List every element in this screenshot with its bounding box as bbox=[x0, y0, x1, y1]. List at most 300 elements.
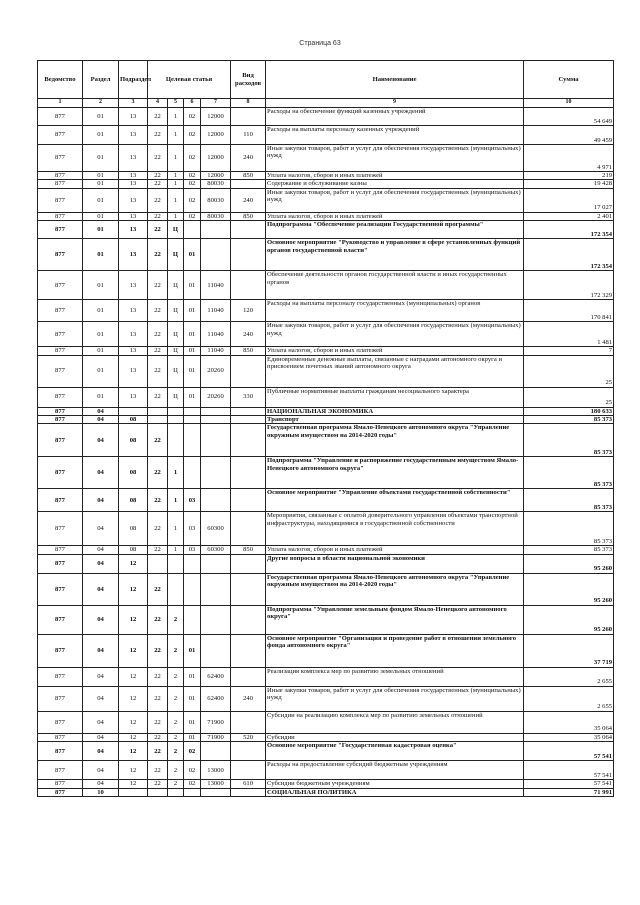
cell-direction bbox=[201, 239, 231, 271]
table-row bbox=[38, 212, 614, 220]
cell-event bbox=[184, 424, 201, 457]
cell-podrazdel: 08 bbox=[119, 512, 148, 546]
cell-razdel: 04 bbox=[83, 573, 119, 605]
cell-subprogram: 2 bbox=[168, 605, 184, 634]
cell-expense-type bbox=[231, 554, 266, 573]
cell-program: 22 bbox=[148, 271, 168, 300]
cell-sum: 219 bbox=[524, 172, 614, 180]
cell-name: Расходы на выплаты персоналу государственных (муниципальных) органов bbox=[266, 300, 524, 322]
cell-name: СОЦИАЛЬНАЯ ПОЛИТИКА bbox=[266, 788, 524, 796]
cell-program bbox=[148, 554, 168, 573]
cell-program: 22 bbox=[148, 489, 168, 512]
cell-razdel: 04 bbox=[83, 711, 119, 733]
cell-name: Иные закупки товаров, работ и услуг для обеспечения государственных (муниципальных) нужд bbox=[266, 322, 524, 347]
cell-expense-type bbox=[231, 711, 266, 733]
cell-program: 22 bbox=[148, 239, 168, 271]
cell-vedomstvo: 877 bbox=[38, 416, 83, 424]
cell-sum: 57 541 bbox=[524, 742, 614, 761]
cell-event: 01 bbox=[184, 239, 201, 271]
table-row bbox=[38, 271, 614, 300]
header-name: Наименование bbox=[266, 61, 524, 99]
cell-subprogram: Ц bbox=[168, 355, 184, 387]
column-number: 3 bbox=[119, 99, 148, 108]
table-row bbox=[38, 788, 614, 796]
cell-name: Уплата налогов, сборов и иных платежей bbox=[266, 347, 524, 355]
cell-vedomstvo: 877 bbox=[38, 271, 83, 300]
cell-program: 22 bbox=[148, 761, 168, 780]
cell-name: Основное мероприятие "Организация и проведение работ в отношении земельного фонда автономного округа" bbox=[266, 634, 524, 667]
cell-name: Государственная программа Ямало-Ненецкого автономного округа "Управление окружным имуществом на 2014-2020 годы" bbox=[266, 424, 524, 457]
cell-razdel: 04 bbox=[83, 554, 119, 573]
cell-event: 01 bbox=[184, 347, 201, 355]
cell-subprogram: 1 bbox=[168, 512, 184, 546]
cell-expense-type bbox=[231, 221, 266, 239]
cell-vedomstvo: 877 bbox=[38, 188, 83, 212]
cell-expense-type bbox=[231, 742, 266, 761]
cell-sum: 170 841 bbox=[524, 300, 614, 322]
cell-sum: 172 354 bbox=[524, 221, 614, 239]
cell-podrazdel: 12 bbox=[119, 780, 148, 788]
cell-expense-type bbox=[231, 108, 266, 126]
header-sum: Сумма bbox=[524, 61, 614, 99]
cell-event: 01 bbox=[184, 686, 201, 711]
cell-subprogram: 1 bbox=[168, 172, 184, 180]
header-podrazdel: Подраздел bbox=[119, 61, 148, 99]
cell-direction: 60300 bbox=[201, 512, 231, 546]
column-number: 7 bbox=[201, 99, 231, 108]
cell-expense-type: 240 bbox=[231, 188, 266, 212]
cell-vedomstvo: 877 bbox=[38, 387, 83, 407]
cell-subprogram: 1 bbox=[168, 126, 184, 145]
cell-name: Единовременные денежные выплаты, связанные с наградами автономного округа и присвоением почетных званий автономного округа bbox=[266, 355, 524, 387]
header-target-article: Целевая статья bbox=[148, 61, 231, 99]
cell-razdel: 01 bbox=[83, 126, 119, 145]
cell-program: 22 bbox=[148, 347, 168, 355]
cell-subprogram: Ц bbox=[168, 322, 184, 347]
cell-razdel: 01 bbox=[83, 188, 119, 212]
cell-vedomstvo: 877 bbox=[38, 221, 83, 239]
cell-sum: 180 633 bbox=[524, 407, 614, 415]
cell-subprogram bbox=[168, 788, 184, 796]
cell-event bbox=[184, 573, 201, 605]
cell-sum: 2 655 bbox=[524, 686, 614, 711]
cell-name: Основное мероприятие "Государственная кадастровая оценка" bbox=[266, 742, 524, 761]
cell-subprogram: 1 bbox=[168, 489, 184, 512]
cell-subprogram: 2 bbox=[168, 733, 184, 741]
cell-subprogram bbox=[168, 573, 184, 605]
cell-podrazdel bbox=[119, 788, 148, 796]
cell-name: Мероприятия, связанные с оплатой доверительного управления объектами транспортной инфраструктуры, находящимися в государственной собственности bbox=[266, 512, 524, 546]
cell-vedomstvo: 877 bbox=[38, 108, 83, 126]
cell-sum: 49 459 bbox=[524, 126, 614, 145]
cell-razdel: 01 bbox=[83, 239, 119, 271]
cell-sum: 95 260 bbox=[524, 573, 614, 605]
cell-program: 22 bbox=[148, 424, 168, 457]
cell-program: 22 bbox=[148, 188, 168, 212]
cell-expense-type bbox=[231, 457, 266, 489]
column-number-row bbox=[38, 99, 614, 108]
cell-program: 22 bbox=[148, 322, 168, 347]
cell-sum: 85 373 bbox=[524, 546, 614, 554]
table-row bbox=[38, 387, 614, 407]
table-row bbox=[38, 761, 614, 780]
cell-event: 01 bbox=[184, 733, 201, 741]
cell-vedomstvo: 877 bbox=[38, 605, 83, 634]
cell-razdel: 01 bbox=[83, 145, 119, 172]
cell-vedomstvo: 877 bbox=[38, 667, 83, 686]
cell-program: 22 bbox=[148, 667, 168, 686]
cell-expense-type bbox=[231, 407, 266, 415]
cell-sum: 57 541 bbox=[524, 761, 614, 780]
cell-sum: 85 373 bbox=[524, 416, 614, 424]
cell-podrazdel: 13 bbox=[119, 188, 148, 212]
cell-program: 22 bbox=[148, 126, 168, 145]
cell-razdel: 04 bbox=[83, 605, 119, 634]
cell-razdel: 04 bbox=[83, 634, 119, 667]
cell-program: 22 bbox=[148, 686, 168, 711]
cell-sum: 95 260 bbox=[524, 605, 614, 634]
cell-vedomstvo: 877 bbox=[38, 634, 83, 667]
cell-sum: 25 bbox=[524, 387, 614, 407]
cell-subprogram: 2 bbox=[168, 761, 184, 780]
cell-direction: 11040 bbox=[201, 300, 231, 322]
cell-program: 22 bbox=[148, 180, 168, 188]
cell-name: Обеспечение деятельности органов государственной власти и иных государственных органов bbox=[266, 271, 524, 300]
cell-name: Субсидии на реализацию комплекса мер по развитию земельных отношений bbox=[266, 711, 524, 733]
cell-event: 02 bbox=[184, 212, 201, 220]
cell-direction: 11040 bbox=[201, 271, 231, 300]
cell-name: Подпрограмма "Обеспечение реализации Государственной программы" bbox=[266, 221, 524, 239]
cell-sum: 17 027 bbox=[524, 188, 614, 212]
cell-podrazdel: 13 bbox=[119, 239, 148, 271]
cell-direction: 12000 bbox=[201, 145, 231, 172]
cell-podrazdel: 13 bbox=[119, 355, 148, 387]
cell-direction: 11040 bbox=[201, 347, 231, 355]
cell-expense-type bbox=[231, 355, 266, 387]
cell-razdel: 01 bbox=[83, 387, 119, 407]
cell-vedomstvo: 877 bbox=[38, 573, 83, 605]
cell-razdel: 04 bbox=[83, 667, 119, 686]
cell-event: 02 bbox=[184, 145, 201, 172]
column-number: 8 bbox=[231, 99, 266, 108]
table-row bbox=[38, 512, 614, 546]
cell-sum: 35 064 bbox=[524, 733, 614, 741]
cell-podrazdel: 12 bbox=[119, 667, 148, 686]
cell-direction: 80030 bbox=[201, 188, 231, 212]
cell-event: 03 bbox=[184, 546, 201, 554]
cell-sum: 54 649 bbox=[524, 108, 614, 126]
cell-podrazdel: 12 bbox=[119, 605, 148, 634]
cell-name: Основное мероприятие "Управление объектами государственной собственности" bbox=[266, 489, 524, 512]
cell-subprogram: 1 bbox=[168, 212, 184, 220]
cell-direction: 80030 bbox=[201, 212, 231, 220]
cell-expense-type: 240 bbox=[231, 322, 266, 347]
cell-event bbox=[184, 457, 201, 489]
cell-expense-type: 110 bbox=[231, 126, 266, 145]
cell-direction bbox=[201, 554, 231, 573]
table-row bbox=[38, 424, 614, 457]
cell-name: Иные закупки товаров, работ и услуг для обеспечения государственных (муниципальных) нужд bbox=[266, 686, 524, 711]
header-expense-type: Вид расходов bbox=[231, 61, 266, 99]
cell-sum: 85 373 bbox=[524, 489, 614, 512]
cell-subprogram: Ц bbox=[168, 347, 184, 355]
cell-vedomstvo: 877 bbox=[38, 145, 83, 172]
cell-podrazdel: 08 bbox=[119, 546, 148, 554]
cell-direction: 62400 bbox=[201, 686, 231, 711]
cell-direction: 20260 bbox=[201, 355, 231, 387]
cell-subprogram: Ц bbox=[168, 221, 184, 239]
table-row bbox=[38, 667, 614, 686]
cell-vedomstvo: 877 bbox=[38, 212, 83, 220]
cell-razdel: 04 bbox=[83, 457, 119, 489]
cell-expense-type: 850 bbox=[231, 347, 266, 355]
cell-subprogram bbox=[168, 424, 184, 457]
cell-podrazdel: 12 bbox=[119, 733, 148, 741]
cell-name: Транспорт bbox=[266, 416, 524, 424]
table-row bbox=[38, 172, 614, 180]
cell-name: Другие вопросы в области национальной экономики bbox=[266, 554, 524, 573]
cell-event bbox=[184, 407, 201, 415]
cell-expense-type bbox=[231, 761, 266, 780]
table-row bbox=[38, 188, 614, 212]
cell-event bbox=[184, 416, 201, 424]
cell-razdel: 01 bbox=[83, 172, 119, 180]
table-row bbox=[38, 221, 614, 239]
cell-expense-type bbox=[231, 667, 266, 686]
cell-event: 01 bbox=[184, 387, 201, 407]
cell-vedomstvo: 877 bbox=[38, 457, 83, 489]
cell-razdel: 01 bbox=[83, 300, 119, 322]
table-row bbox=[38, 573, 614, 605]
cell-razdel: 01 bbox=[83, 322, 119, 347]
cell-program bbox=[148, 407, 168, 415]
cell-name: Уплата налогов, сборов и иных платежей bbox=[266, 212, 524, 220]
cell-podrazdel: 13 bbox=[119, 212, 148, 220]
table-row bbox=[38, 322, 614, 347]
cell-program: 22 bbox=[148, 780, 168, 788]
cell-vedomstvo: 877 bbox=[38, 355, 83, 387]
cell-vedomstvo: 877 bbox=[38, 172, 83, 180]
cell-name: Реализация комплекса мер по развитию земельных отношений bbox=[266, 667, 524, 686]
cell-razdel: 04 bbox=[83, 512, 119, 546]
header-razdel: Раздел bbox=[83, 61, 119, 99]
table-row bbox=[38, 634, 614, 667]
cell-expense-type: 520 bbox=[231, 733, 266, 741]
cell-podrazdel: 13 bbox=[119, 387, 148, 407]
cell-expense-type: 240 bbox=[231, 686, 266, 711]
column-number: 9 bbox=[266, 99, 524, 108]
cell-expense-type bbox=[231, 573, 266, 605]
cell-vedomstvo: 877 bbox=[38, 733, 83, 741]
cell-expense-type bbox=[231, 489, 266, 512]
cell-sum: 2 401 bbox=[524, 212, 614, 220]
cell-program: 22 bbox=[148, 733, 168, 741]
cell-direction bbox=[201, 742, 231, 761]
cell-direction: 60300 bbox=[201, 546, 231, 554]
cell-podrazdel: 13 bbox=[119, 180, 148, 188]
cell-event: 03 bbox=[184, 489, 201, 512]
cell-event: 02 bbox=[184, 188, 201, 212]
cell-name: Государственная программа Ямало-Ненецкого автономного округа "Управление окружным имуществом на 2014-2020 годы" bbox=[266, 573, 524, 605]
cell-program: 22 bbox=[148, 145, 168, 172]
cell-program: 22 bbox=[148, 108, 168, 126]
cell-program: 22 bbox=[148, 711, 168, 733]
cell-event bbox=[184, 788, 201, 796]
cell-razdel: 04 bbox=[83, 416, 119, 424]
cell-vedomstvo: 877 bbox=[38, 407, 83, 415]
column-number: 10 bbox=[524, 99, 614, 108]
cell-sum: 57 541 bbox=[524, 780, 614, 788]
cell-sum: 37 719 bbox=[524, 634, 614, 667]
column-number: 1 bbox=[38, 99, 83, 108]
cell-podrazdel: 12 bbox=[119, 761, 148, 780]
cell-razdel: 01 bbox=[83, 108, 119, 126]
cell-event: 02 bbox=[184, 761, 201, 780]
table-row bbox=[38, 300, 614, 322]
cell-program: 22 bbox=[148, 300, 168, 322]
cell-direction: 20260 bbox=[201, 387, 231, 407]
table-row bbox=[38, 733, 614, 741]
cell-name: Уплата налогов, сборов и иных платежей bbox=[266, 546, 524, 554]
cell-vedomstvo: 877 bbox=[38, 761, 83, 780]
header-row bbox=[38, 61, 614, 99]
cell-subprogram: Ц bbox=[168, 239, 184, 271]
cell-event: 01 bbox=[184, 355, 201, 387]
cell-podrazdel: 12 bbox=[119, 573, 148, 605]
cell-sum: 85 373 bbox=[524, 512, 614, 546]
table-row bbox=[38, 546, 614, 554]
table-row bbox=[38, 407, 614, 415]
cell-expense-type bbox=[231, 180, 266, 188]
cell-expense-type: 610 bbox=[231, 780, 266, 788]
cell-sum: 35 064 bbox=[524, 711, 614, 733]
cell-vedomstvo: 877 bbox=[38, 239, 83, 271]
cell-sum: 95 260 bbox=[524, 554, 614, 573]
cell-name: Субсидии бюджетным учреждениям bbox=[266, 780, 524, 788]
cell-expense-type: 850 bbox=[231, 546, 266, 554]
cell-subprogram bbox=[168, 416, 184, 424]
cell-vedomstvo: 877 bbox=[38, 546, 83, 554]
cell-subprogram: 1 bbox=[168, 145, 184, 172]
cell-program: 22 bbox=[148, 172, 168, 180]
cell-program: 22 bbox=[148, 457, 168, 489]
cell-expense-type bbox=[231, 239, 266, 271]
table-row bbox=[38, 416, 614, 424]
cell-event: 02 bbox=[184, 172, 201, 180]
cell-program: 22 bbox=[148, 512, 168, 546]
cell-name: Расходы на выплаты персоналу казенных учреждений bbox=[266, 126, 524, 145]
column-number: 4 bbox=[148, 99, 168, 108]
cell-direction bbox=[201, 407, 231, 415]
cell-event: 01 bbox=[184, 322, 201, 347]
cell-vedomstvo: 877 bbox=[38, 126, 83, 145]
column-number: 2 bbox=[83, 99, 119, 108]
cell-direction bbox=[201, 788, 231, 796]
cell-sum: 71 991 bbox=[524, 788, 614, 796]
cell-podrazdel: 12 bbox=[119, 634, 148, 667]
cell-razdel: 10 bbox=[83, 788, 119, 796]
cell-direction bbox=[201, 416, 231, 424]
table-row bbox=[38, 239, 614, 271]
cell-name: Основное мероприятие "Руководство и управление в сфере установленных функций органов государственной власти" bbox=[266, 239, 524, 271]
cell-direction bbox=[201, 605, 231, 634]
table-row bbox=[38, 780, 614, 788]
cell-expense-type: 120 bbox=[231, 300, 266, 322]
cell-sum: 172 354 bbox=[524, 239, 614, 271]
cell-razdel: 04 bbox=[83, 780, 119, 788]
cell-program: 22 bbox=[148, 742, 168, 761]
cell-razdel: 01 bbox=[83, 355, 119, 387]
cell-subprogram: 1 bbox=[168, 546, 184, 554]
cell-program: 22 bbox=[148, 387, 168, 407]
cell-vedomstvo: 877 bbox=[38, 780, 83, 788]
cell-vedomstvo: 877 bbox=[38, 711, 83, 733]
cell-program: 22 bbox=[148, 634, 168, 667]
cell-sum: 2 655 bbox=[524, 667, 614, 686]
cell-expense-type bbox=[231, 416, 266, 424]
cell-vedomstvo: 877 bbox=[38, 554, 83, 573]
table-row bbox=[38, 605, 614, 634]
cell-podrazdel: 12 bbox=[119, 686, 148, 711]
cell-program: 22 bbox=[148, 546, 168, 554]
cell-subprogram: 2 bbox=[168, 780, 184, 788]
cell-event: 03 bbox=[184, 512, 201, 546]
cell-expense-type bbox=[231, 788, 266, 796]
cell-direction bbox=[201, 221, 231, 239]
cell-podrazdel: 12 bbox=[119, 742, 148, 761]
cell-podrazdel: 13 bbox=[119, 271, 148, 300]
cell-direction: 12000 bbox=[201, 126, 231, 145]
cell-subprogram: 1 bbox=[168, 457, 184, 489]
cell-direction: 62400 bbox=[201, 667, 231, 686]
table-row bbox=[38, 742, 614, 761]
cell-subprogram: 2 bbox=[168, 686, 184, 711]
cell-sum: 172 329 bbox=[524, 271, 614, 300]
cell-subprogram bbox=[168, 407, 184, 415]
cell-direction: 12000 bbox=[201, 172, 231, 180]
cell-event bbox=[184, 221, 201, 239]
cell-program bbox=[148, 416, 168, 424]
cell-razdel: 04 bbox=[83, 686, 119, 711]
cell-name: Публичные нормативные выплаты гражданам несоциального характера bbox=[266, 387, 524, 407]
cell-razdel: 01 bbox=[83, 347, 119, 355]
cell-podrazdel: 13 bbox=[119, 322, 148, 347]
cell-subprogram: 1 bbox=[168, 180, 184, 188]
cell-direction: 80030 bbox=[201, 180, 231, 188]
cell-name: НАЦИОНАЛЬНАЯ ЭКОНОМИКА bbox=[266, 407, 524, 415]
cell-name: Содержание и обслуживание казны bbox=[266, 180, 524, 188]
cell-sum: 25 bbox=[524, 355, 614, 387]
cell-vedomstvo: 877 bbox=[38, 489, 83, 512]
cell-expense-type: 850 bbox=[231, 172, 266, 180]
cell-name: Подпрограмма "Управление и распоряжение государственным имуществом Ямало-Ненецкого автономного округа" bbox=[266, 457, 524, 489]
cell-subprogram: 1 bbox=[168, 188, 184, 212]
budget-table-body bbox=[38, 108, 614, 797]
cell-razdel: 04 bbox=[83, 761, 119, 780]
budget-table bbox=[37, 60, 614, 797]
cell-podrazdel: 08 bbox=[119, 489, 148, 512]
cell-direction: 71900 bbox=[201, 711, 231, 733]
cell-vedomstvo: 877 bbox=[38, 686, 83, 711]
cell-subprogram: Ц bbox=[168, 271, 184, 300]
cell-event: 02 bbox=[184, 108, 201, 126]
cell-subprogram: 1 bbox=[168, 108, 184, 126]
cell-sum: 4 971 bbox=[524, 145, 614, 172]
cell-podrazdel: 13 bbox=[119, 221, 148, 239]
cell-podrazdel bbox=[119, 407, 148, 415]
cell-event bbox=[184, 554, 201, 573]
cell-direction bbox=[201, 457, 231, 489]
